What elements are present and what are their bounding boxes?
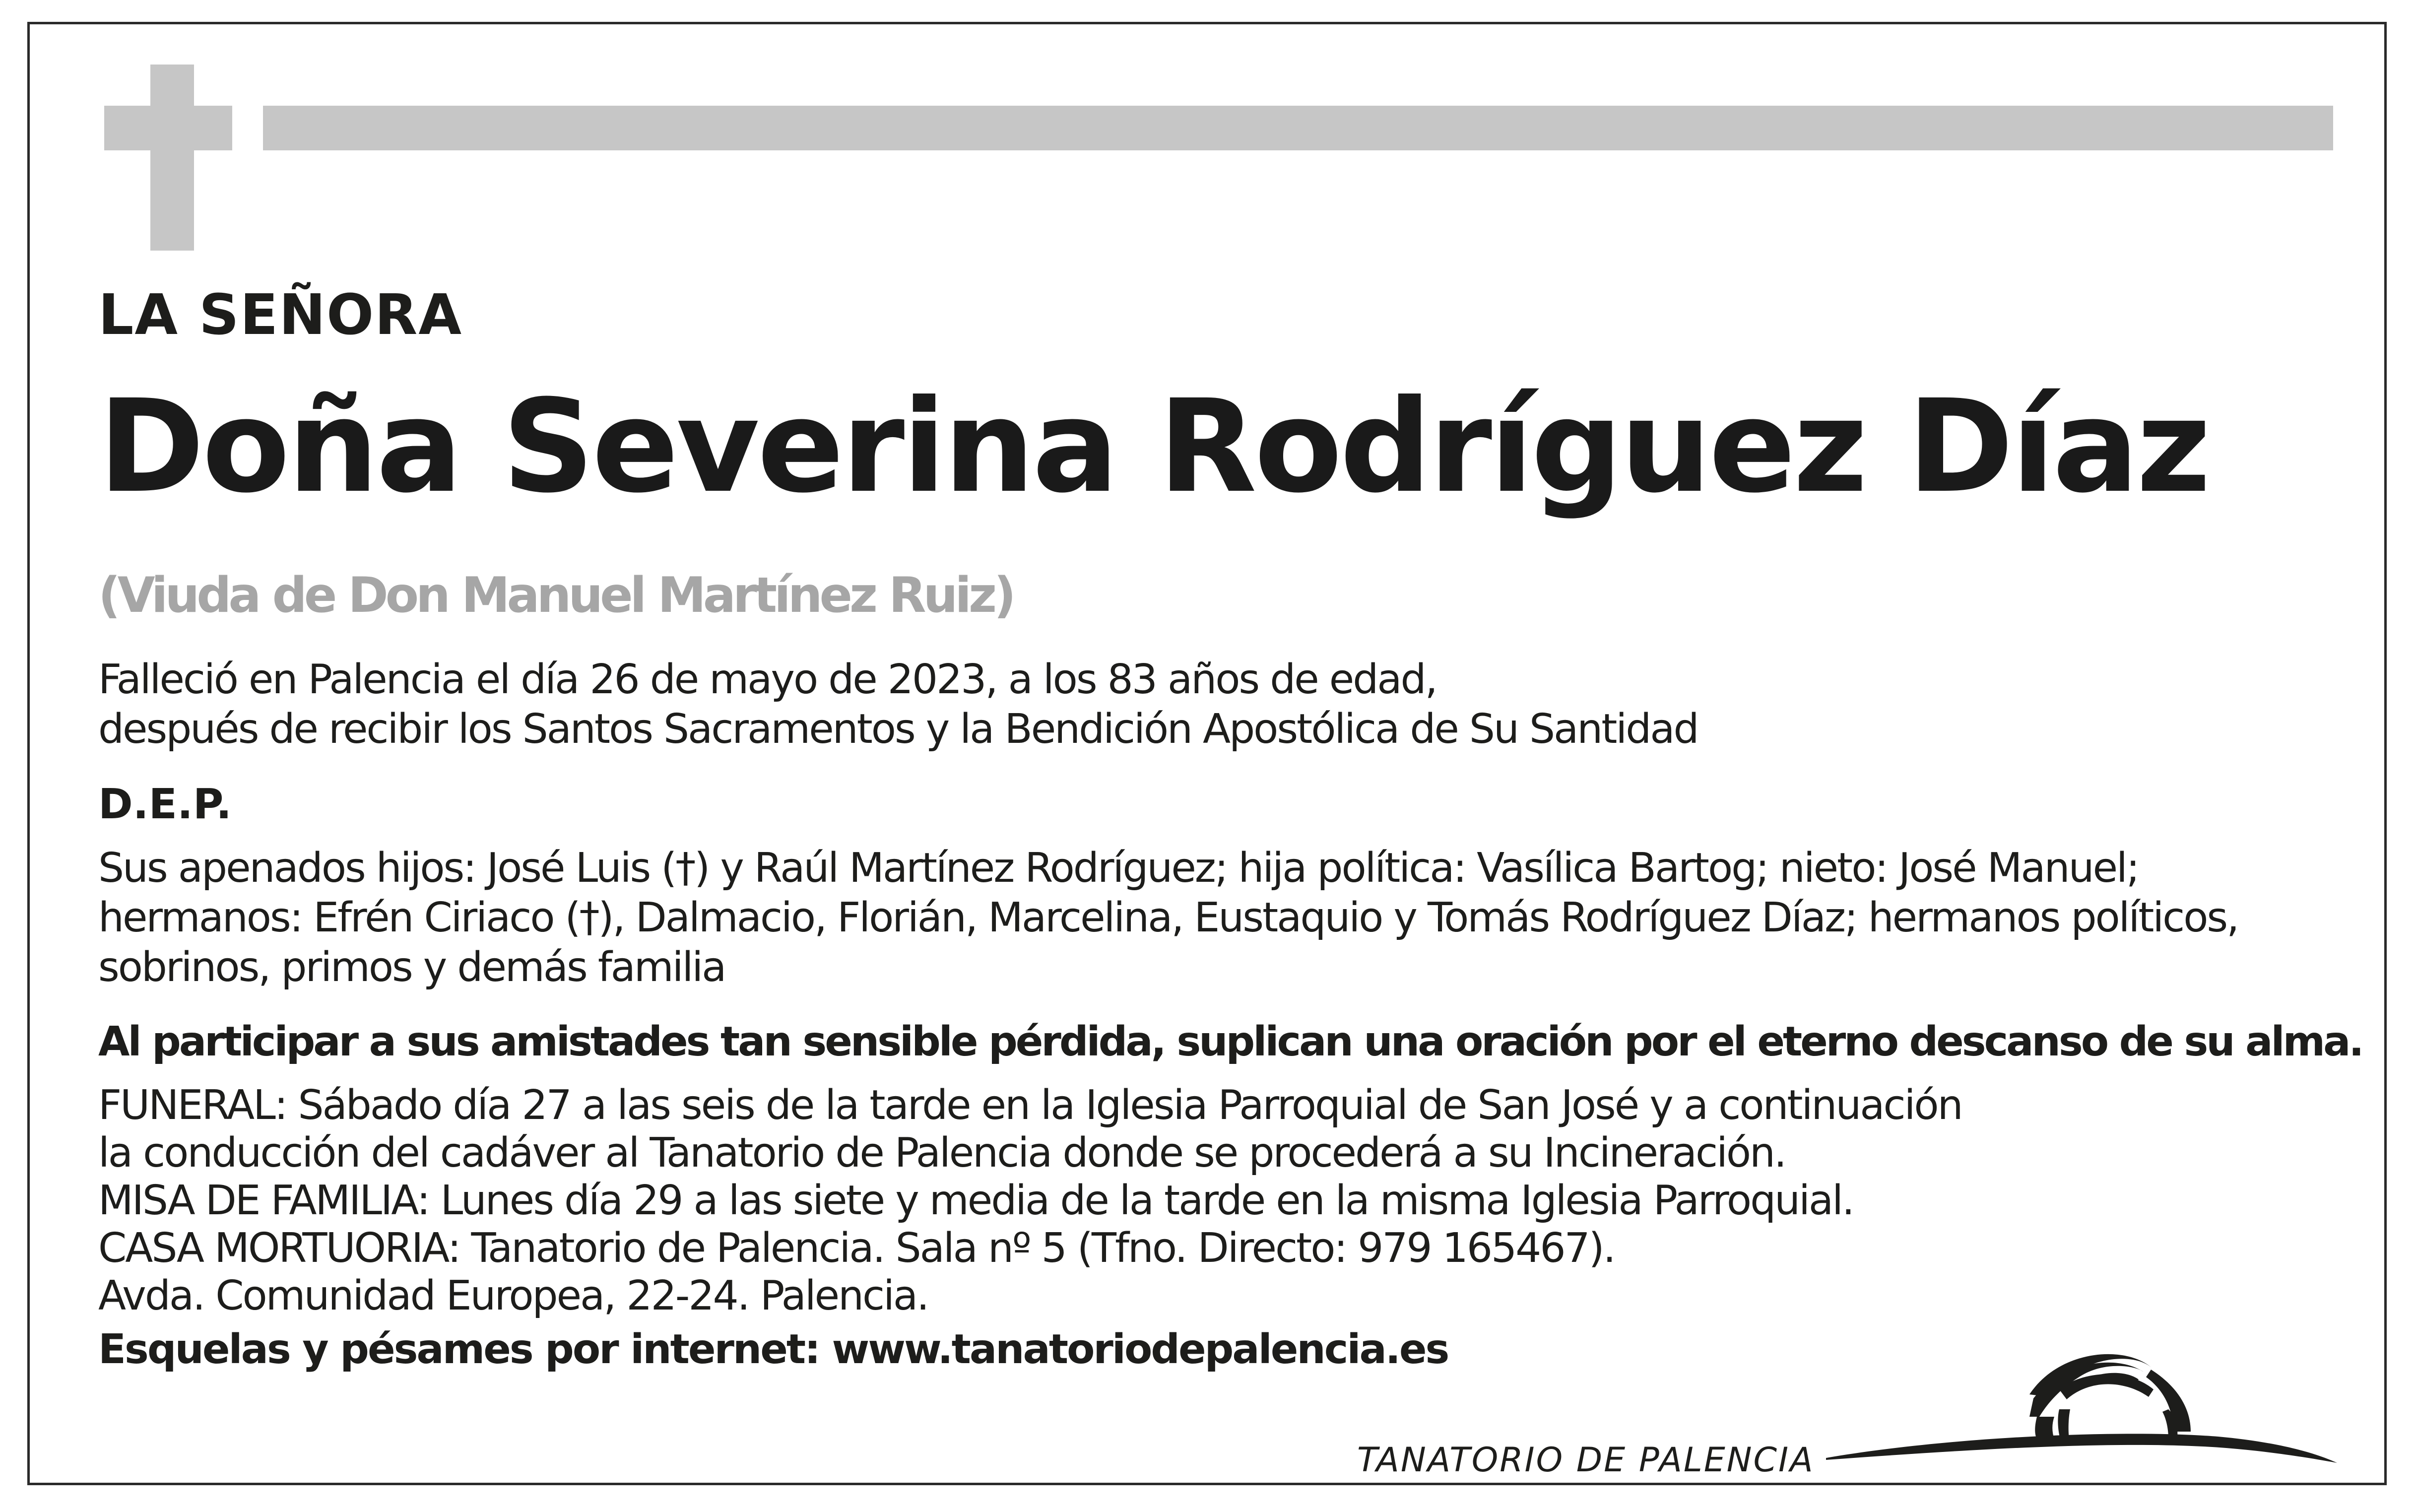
header-bar <box>263 106 2333 150</box>
funeral-details <box>98 1082 1962 1320</box>
family-line: sobrinos, primos y demás familia <box>98 944 725 991</box>
funeral-line: MISA DE FAMILIA: Lunes día 29 a las siete y media de la tarde en la misma Iglesia Parroquial. <box>98 1177 1853 1224</box>
widow-of: (Viuda de Don Manuel Martínez Ruiz) <box>98 567 1013 624</box>
family-list <box>98 844 2238 992</box>
funeral-line: CASA MORTUORIA: Tanatorio de Palencia. Sala nº 5 (Tfno. Directo: 979 165467). <box>98 1225 1615 1272</box>
death-line: después de recibir los Santos Sacramentos y la Bendición Apostólica de Su Santidad <box>98 706 1698 753</box>
deceased-name: Doña Severina Rodríguez Díaz <box>98 372 2209 521</box>
rip-label: D.E.P. <box>98 780 232 828</box>
tanatorio-logo-text: TANATORIO DE PALENCIA <box>1357 1441 1815 1480</box>
family-line: hermanos: Efrén Ciriaco (†), Dalmacio, Florián, Marcelina, Eustaquio y Tomás Rodríguez Díaz; hermanos políticos, <box>98 894 2238 941</box>
cross-icon <box>150 65 194 251</box>
death-line: Falleció en Palencia el día 26 de mayo de 2023, a los 83 años de edad, <box>98 656 1437 703</box>
tanatorio-dome-logo-icon <box>1826 1330 2367 1494</box>
prayer-plea: Al participar a sus amistades tan sensible pérdida, suplican una oración por el eterno descanso de su alma. <box>98 1018 2362 1065</box>
website-line: Esquelas y pésames por internet: www.tanatoriodepalencia.es <box>98 1326 1448 1373</box>
cross-icon-arm <box>104 106 232 150</box>
funeral-line: Avda. Comunidad Europea, 22-24. Palencia. <box>98 1272 928 1319</box>
honorific: LA SEÑORA <box>98 283 463 347</box>
family-line: Sus apenados hijos: José Luis (†) y Raúl Martínez Rodríguez; hija política: Vasílica Bartog; nieto: José Manuel; <box>98 845 2139 892</box>
funeral-line: la conducción del cadáver al Tanatorio de Palencia donde se procederá a su Incineración. <box>98 1129 1786 1177</box>
death-statement <box>98 655 1698 754</box>
funeral-line: FUNERAL: Sábado día 27 a las seis de la tarde en la Iglesia Parroquial de San José y a continuación <box>98 1082 1962 1129</box>
